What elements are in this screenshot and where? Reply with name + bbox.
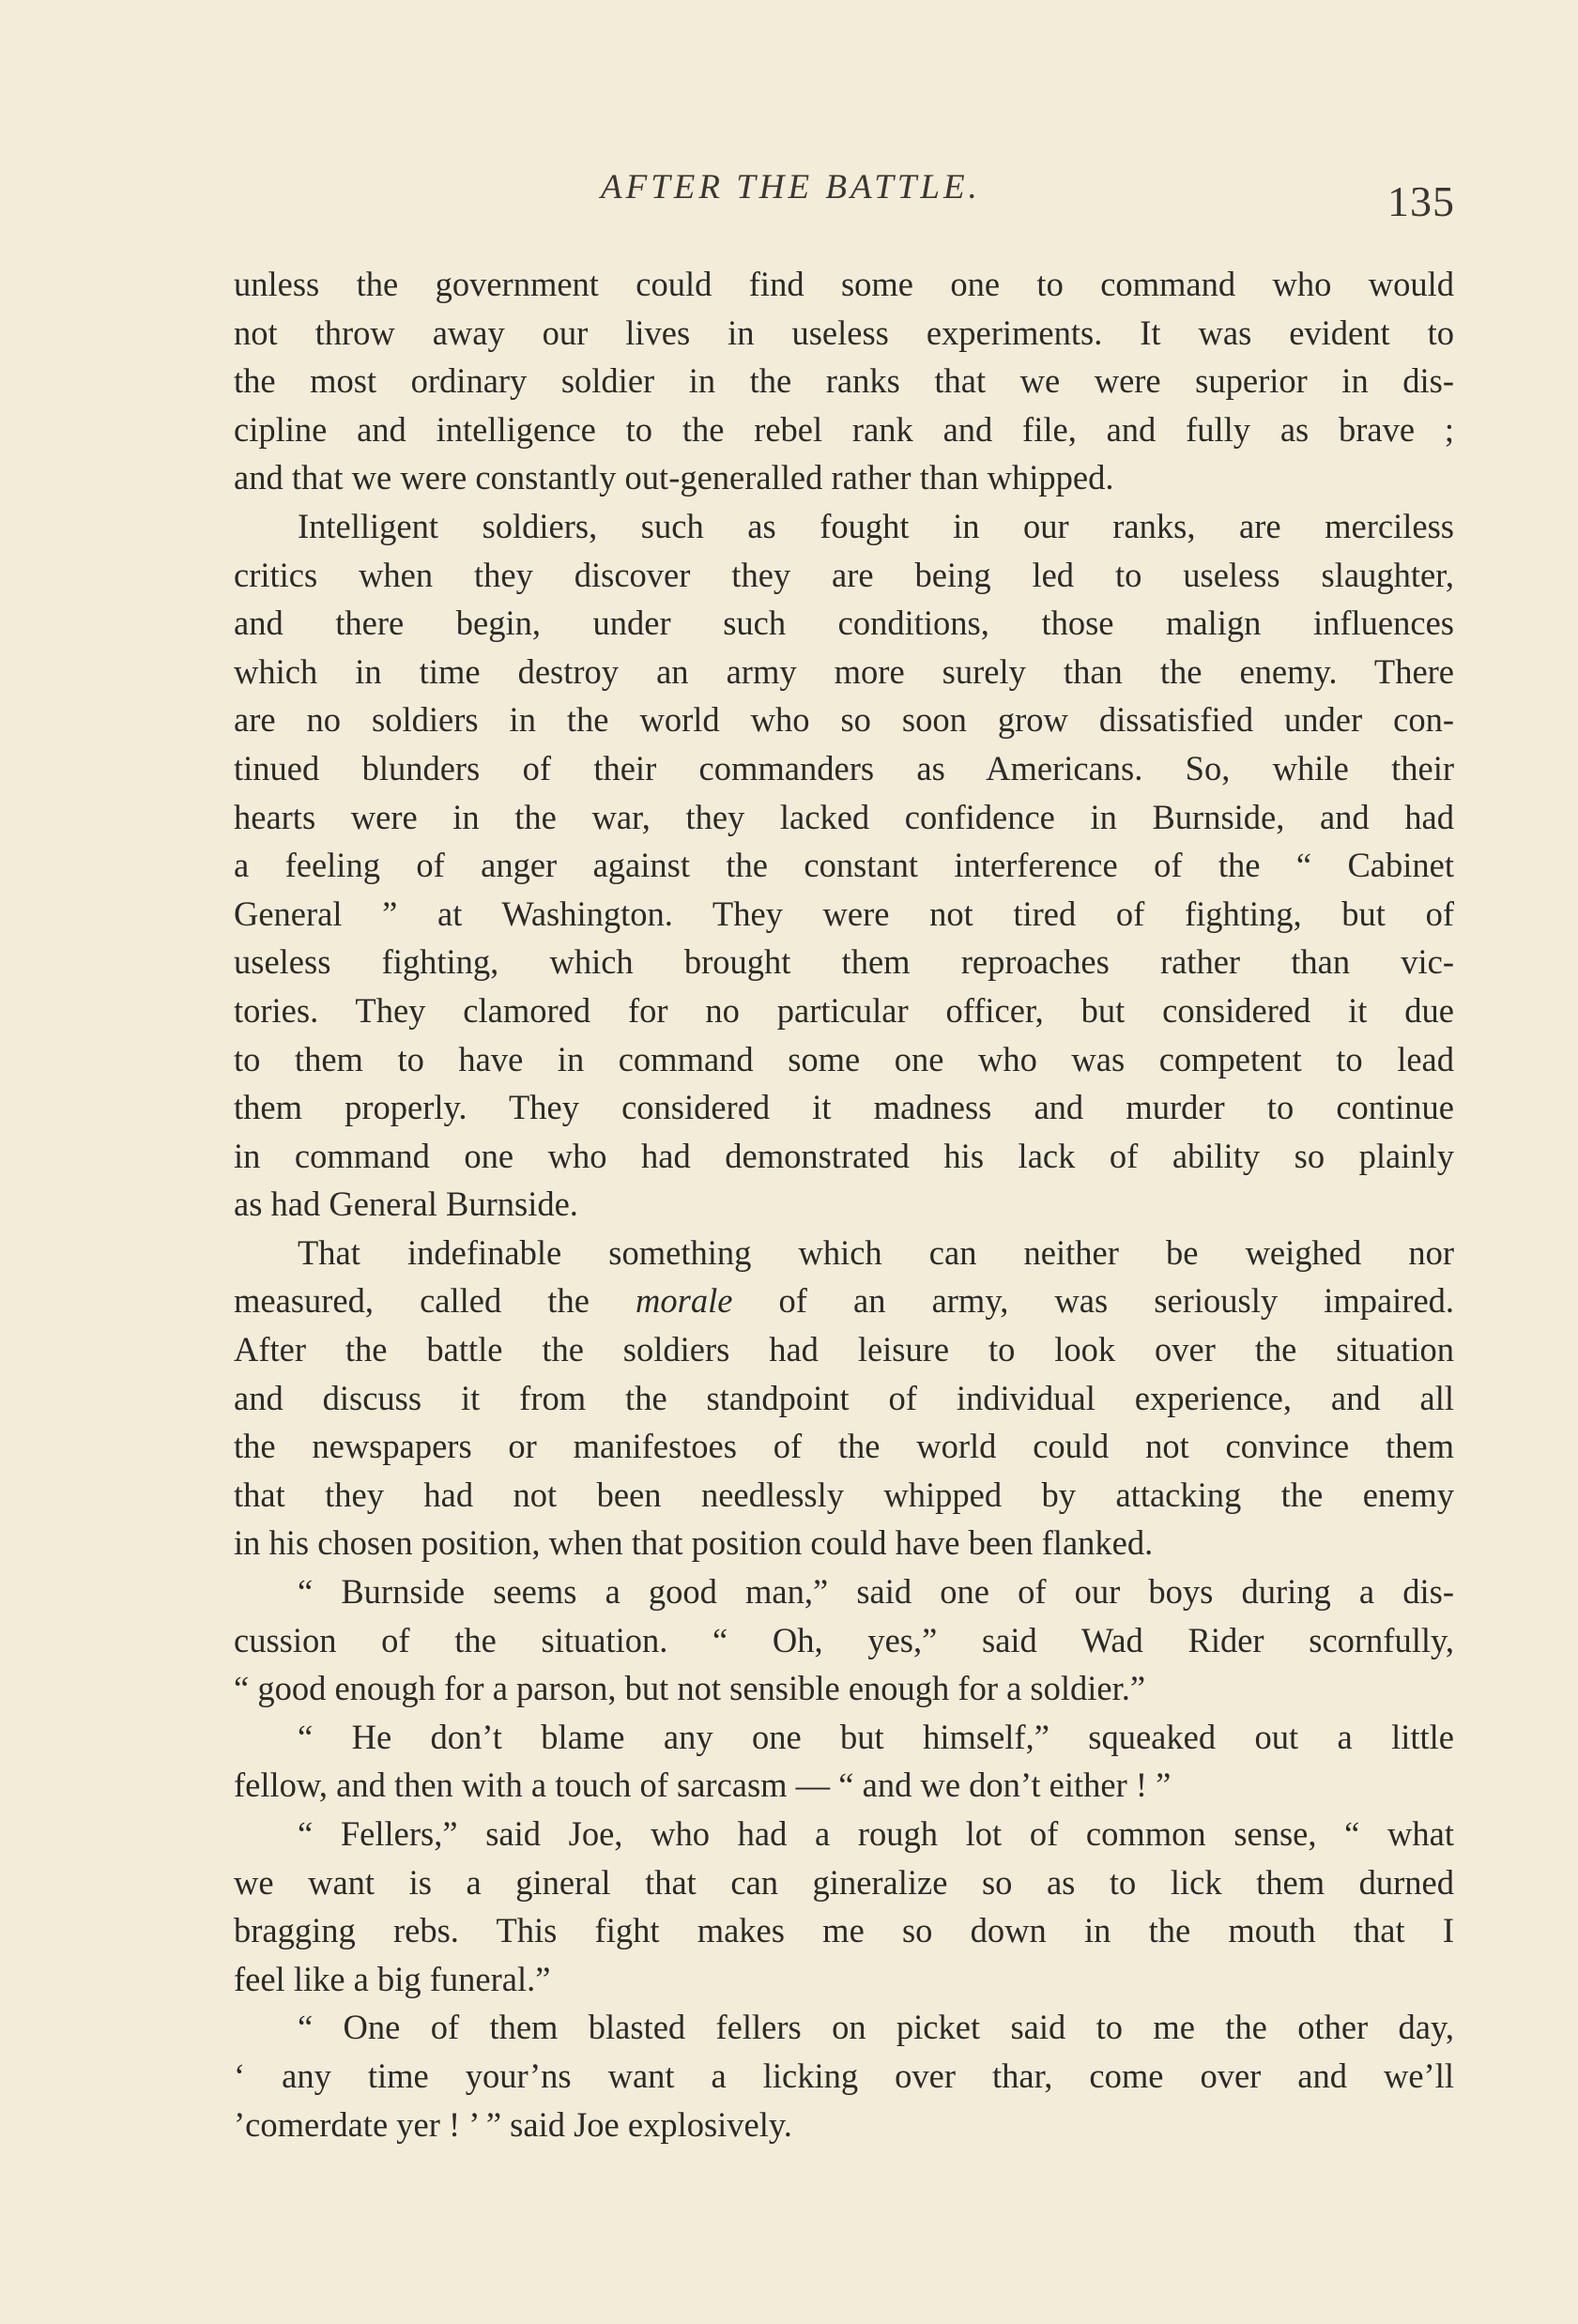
text-line: ‘ any time your’ns want a licking over thar, come over and we’ll: [234, 2056, 1454, 2095]
text-line: in his chosen position, when that position could have been flanked.: [234, 1523, 1154, 1563]
text-line: the most ordinary soldier in the ranks that we were superior in dis-: [234, 361, 1454, 401]
text-line: which in time destroy an army more surely than the enemy. There: [234, 651, 1454, 691]
text-line: ’comerdate yer ! ’ ” said Joe explosively.: [234, 2104, 792, 2144]
text-line: After the battle the soldiers had leisure to look over the situation: [234, 1330, 1454, 1369]
text-line: in command one who had demonstrated his lack of ability so plainly: [234, 1136, 1454, 1175]
text-line: them properly. They considered it madness and murder to continue: [234, 1088, 1454, 1127]
text-line: tories. They clamored for no particular officer, but considered it due: [234, 990, 1454, 1030]
text-line: That indefinable something which can neither be weighed nor: [298, 1232, 1454, 1272]
paragraph: [234, 1229, 1454, 1567]
text-line: “ Burnside seems a good man,” said one of our boys during a dis-: [298, 1572, 1454, 1612]
text-line: as had General Burnside.: [234, 1185, 578, 1224]
page-number: 135: [1387, 177, 1455, 225]
text-line: hearts were in the war, they lacked confidence in Burnside, and had: [234, 797, 1454, 836]
body-text: [234, 260, 1454, 2148]
text-line: Intelligent soldiers, such as fought in our ranks, are merciless: [298, 506, 1454, 545]
text-line: “ He don’t blame any one but himself,” squeaked out a little: [298, 1717, 1454, 1756]
text-line: a feeling of anger against the constant interference of the “ Cabinet: [234, 846, 1454, 885]
text-line: and there begin, under such conditions, those malign influences: [234, 604, 1454, 643]
text-line: that they had not been needlessly whipped by attacking the enemy: [234, 1475, 1454, 1514]
text-line: critics when they discover they are being led to useless slaughter,: [234, 555, 1454, 594]
text-line: unless the government could find some one to command who would: [234, 265, 1454, 303]
text-line: [234, 1277, 1454, 1325]
paragraph: [234, 260, 1454, 502]
text-line: “ One of them blasted fellers on picket said to me the other day,: [298, 2008, 1454, 2047]
text-line: useless fighting, which brought them reproaches rather than vic-: [234, 942, 1454, 982]
paragraph: [234, 502, 1454, 1229]
text-line: the newspapers or manifestoes of the world could not convince them: [234, 1427, 1454, 1466]
paragraph: [234, 1713, 1454, 1810]
text-line: General ” at Washington. They were not tired of fighting, but of: [234, 894, 1454, 933]
paragraph: [234, 1810, 1454, 2003]
text-fragment: of an army, was seriously impaired.: [778, 1281, 1455, 1321]
text-line: not throw away our lives in useless experiments. It was evident to: [234, 313, 1454, 352]
text-line: and discuss it from the standpoint of individual experience, and all: [234, 1378, 1454, 1417]
text-line: “ Fellers,” said Joe, who had a rough lot of common sense, “ what: [298, 1814, 1454, 1853]
text-line: we want is a gineral that can gineralize so as to lick them durned: [234, 1862, 1454, 1902]
paragraph: [234, 2003, 1454, 2148]
text-line: “ good enough for a parson, but not sensible enough for a soldier.”: [234, 1669, 1146, 1708]
text-line: are no soldiers in the world who so soon grow dissatisfied under con-: [234, 700, 1454, 740]
text-fragment: measured, called the: [234, 1281, 590, 1321]
text-line: fellow, and then with a touch of sarcasm — “ and we don’t either ! ”: [234, 1766, 1172, 1805]
text-line: feel like a big funeral.”: [234, 1959, 551, 1998]
text-line: to them to have in command some one who was competent to lead: [234, 1039, 1454, 1078]
paragraph: [234, 1567, 1454, 1713]
text-line: cipline and intelligence to the rebel rank and file, and fully as brave ;: [234, 409, 1454, 449]
text-line: and that we were constantly out-generalled rather than whipped.: [234, 458, 1114, 497]
emphasized-term: morale: [636, 1281, 733, 1321]
text-line: bragging rebs. This fight makes me so down in the mouth that I: [234, 1911, 1454, 1950]
running-head: [0, 167, 1578, 223]
text-line: tinued blunders of their commanders as Americans. So, while their: [234, 748, 1454, 787]
running-title: AFTER THE BATTLE.: [601, 168, 981, 206]
text-line: cussion of the situation. “ Oh, yes,” said Wad Rider scornfully,: [234, 1620, 1454, 1659]
